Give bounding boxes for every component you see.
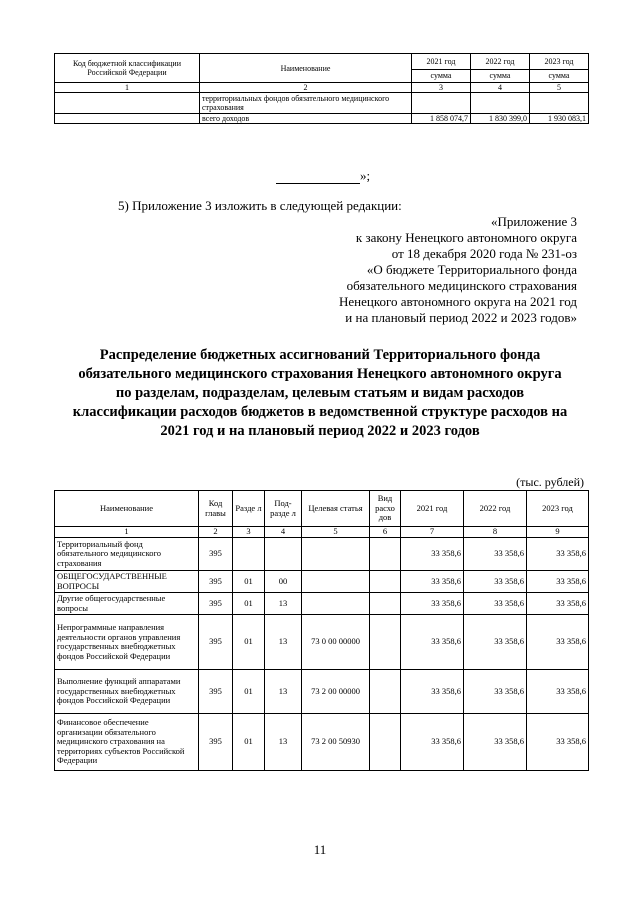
cell-subsection: 13 — [265, 670, 302, 714]
cell-2021: 33 358,6 — [401, 538, 464, 571]
table-row — [55, 593, 589, 615]
document-heading: Распределение бюджетных ассигнований Территориального фонда обязательного медицинского страхования Ненецкого автономного округа по разделам, подразделам, целевым статьям и видам расходов классификации расходов бюджетов в ведомственной структуре расходов на 2021 год и на плановый период 2022 и 2023 годов — [72, 347, 568, 439]
column-number: 1 — [55, 83, 200, 93]
expenditure-table — [54, 490, 589, 771]
cell-target — [302, 571, 370, 593]
cell-2023: 33 358,6 — [527, 571, 589, 593]
cell-subsection — [265, 538, 302, 571]
table-row — [55, 114, 589, 124]
appendix-line: от 18 декабря 2020 года № 231-оз — [391, 246, 577, 261]
table-row — [55, 670, 589, 714]
cell-2022 — [471, 93, 530, 114]
cell-kind — [370, 538, 401, 571]
cell-2023 — [530, 93, 589, 114]
cell-target: 73 0 00 00000 — [302, 615, 370, 670]
column-number: 3 — [233, 527, 265, 538]
cell-target: 73 2 00 50930 — [302, 714, 370, 771]
cell-code: 395 — [199, 714, 233, 771]
appendix-line: к закону Ненецкого автономного округа — [355, 230, 577, 245]
column-number: 3 — [412, 83, 471, 93]
header-subsection: Под-разде л — [265, 491, 302, 527]
cell-section: 01 — [233, 615, 265, 670]
appendix-reference — [247, 214, 577, 326]
column-number: 1 — [55, 527, 199, 538]
page-number: 11 — [313, 842, 327, 857]
appendix-line: «Приложение 3 — [490, 214, 577, 229]
header-name: Наименование — [55, 491, 199, 527]
header-2023: 2023 год — [530, 54, 589, 70]
cell-name: всего доходов — [200, 114, 412, 124]
column-number: 5 — [530, 83, 589, 93]
cell-section: 01 — [233, 593, 265, 615]
cell-code: 395 — [199, 538, 233, 571]
header-target: Целевая статья — [302, 491, 370, 527]
cell-subsection: 00 — [265, 571, 302, 593]
cell-kind — [370, 714, 401, 771]
cell-2022: 33 358,6 — [464, 538, 527, 571]
cell-kind — [370, 615, 401, 670]
cell-code: 395 — [199, 670, 233, 714]
header-name: Наименование — [200, 54, 412, 83]
cell-kind — [370, 571, 401, 593]
cell-2023: 33 358,6 — [527, 538, 589, 571]
cell-2023: 33 358,6 — [527, 593, 589, 615]
cell-2022: 33 358,6 — [464, 571, 527, 593]
cell-2021 — [412, 93, 471, 114]
header-sum: сумма — [412, 69, 471, 82]
header-2023: 2023 год — [527, 491, 589, 527]
cell-section: 01 — [233, 571, 265, 593]
cell-2021: 33 358,6 — [401, 571, 464, 593]
cell-subsection: 13 — [265, 593, 302, 615]
cell-name: Другие общегосударственные вопросы — [55, 593, 199, 615]
cell-section: 01 — [233, 670, 265, 714]
column-number: 6 — [370, 527, 401, 538]
header-2021: 2021 год — [412, 54, 471, 70]
cell-name: ОБЩЕГОСУДАРСТВЕННЫЕ ВОПРОСЫ — [55, 571, 199, 593]
column-numbers-row — [55, 83, 589, 93]
revenue-table — [54, 53, 589, 124]
appendix-line: и на плановый период 2022 и 2023 годов» — [345, 310, 577, 325]
cell-code — [55, 114, 200, 124]
column-numbers-row — [55, 527, 589, 538]
cell-section: 01 — [233, 714, 265, 771]
cell-2021: 33 358,6 — [401, 615, 464, 670]
cell-subsection: 13 — [265, 714, 302, 771]
cell-code: 395 — [199, 593, 233, 615]
cell-2022: 1 830 399,0 — [471, 114, 530, 124]
cell-2023: 1 930 083,1 — [530, 114, 589, 124]
cell-2023: 33 358,6 — [527, 670, 589, 714]
cell-section — [233, 538, 265, 571]
cell-2021: 33 358,6 — [401, 714, 464, 771]
column-number: 2 — [199, 527, 233, 538]
header-sum: сумма — [471, 69, 530, 82]
column-number: 7 — [401, 527, 464, 538]
cell-kind — [370, 670, 401, 714]
cell-target: 73 2 00 00000 — [302, 670, 370, 714]
table-row — [55, 571, 589, 593]
cell-name: Выполнение функций аппаратами государственных внебюджетных фондов Российской Федерации — [55, 670, 199, 714]
cell-2022: 33 358,6 — [464, 593, 527, 615]
closing-mark — [276, 168, 370, 184]
header-section: Разде л — [233, 491, 265, 527]
cell-subsection: 13 — [265, 615, 302, 670]
signature-line — [276, 172, 360, 184]
column-number: 4 — [471, 83, 530, 93]
table-row — [55, 615, 589, 670]
unit-label: (тыс. рублей) — [516, 475, 584, 489]
cell-2021: 33 358,6 — [401, 670, 464, 714]
cell-code: 395 — [199, 615, 233, 670]
cell-2021: 33 358,6 — [401, 593, 464, 615]
cell-target — [302, 593, 370, 615]
column-number: 8 — [464, 527, 527, 538]
cell-2021: 1 858 074,7 — [412, 114, 471, 124]
paragraph-5: 5) Приложение 3 изложить в следующей редакции: — [118, 198, 402, 213]
header-2022: 2022 год — [464, 491, 527, 527]
table-row — [55, 714, 589, 771]
column-number: 9 — [527, 527, 589, 538]
header-2022: 2022 год — [471, 54, 530, 70]
column-number: 5 — [302, 527, 370, 538]
cell-code: 395 — [199, 571, 233, 593]
appendix-line: «О бюджете Территориального фонда — [366, 262, 577, 277]
header-kind: Вид расхо дов — [370, 491, 401, 527]
header-sum: сумма — [530, 69, 589, 82]
header-2021: 2021 год — [401, 491, 464, 527]
cell-2022: 33 358,6 — [464, 670, 527, 714]
cell-name: Непрограммные направления деятельности органов управления государственных внебюджетных фондов Российской Федерации — [55, 615, 199, 670]
cell-name: территориальных фондов обязательного медицинского страхования — [200, 93, 412, 114]
header-code: Код главы — [199, 491, 233, 527]
cell-kind — [370, 593, 401, 615]
column-number: 4 — [265, 527, 302, 538]
cell-target — [302, 538, 370, 571]
closing-quote: »; — [360, 168, 371, 183]
header-code: Код бюджетной классификации Российской Федерации — [55, 54, 200, 83]
cell-code — [55, 93, 200, 114]
cell-2022: 33 358,6 — [464, 714, 527, 771]
cell-name: Финансовое обеспечение организации обязательного медицинского страхования на территориях субъектов Российской Федерации — [55, 714, 199, 771]
cell-2022: 33 358,6 — [464, 615, 527, 670]
appendix-line: Ненецкого автономного округа на 2021 год — [339, 294, 577, 309]
cell-2023: 33 358,6 — [527, 714, 589, 771]
cell-name: Территориальный фонд обязательного медицинского страхования — [55, 538, 199, 571]
appendix-line: обязательного медицинского страхования — [346, 278, 577, 293]
column-number: 2 — [200, 83, 412, 93]
table-row — [55, 93, 589, 114]
cell-2023: 33 358,6 — [527, 615, 589, 670]
table-row — [55, 538, 589, 571]
